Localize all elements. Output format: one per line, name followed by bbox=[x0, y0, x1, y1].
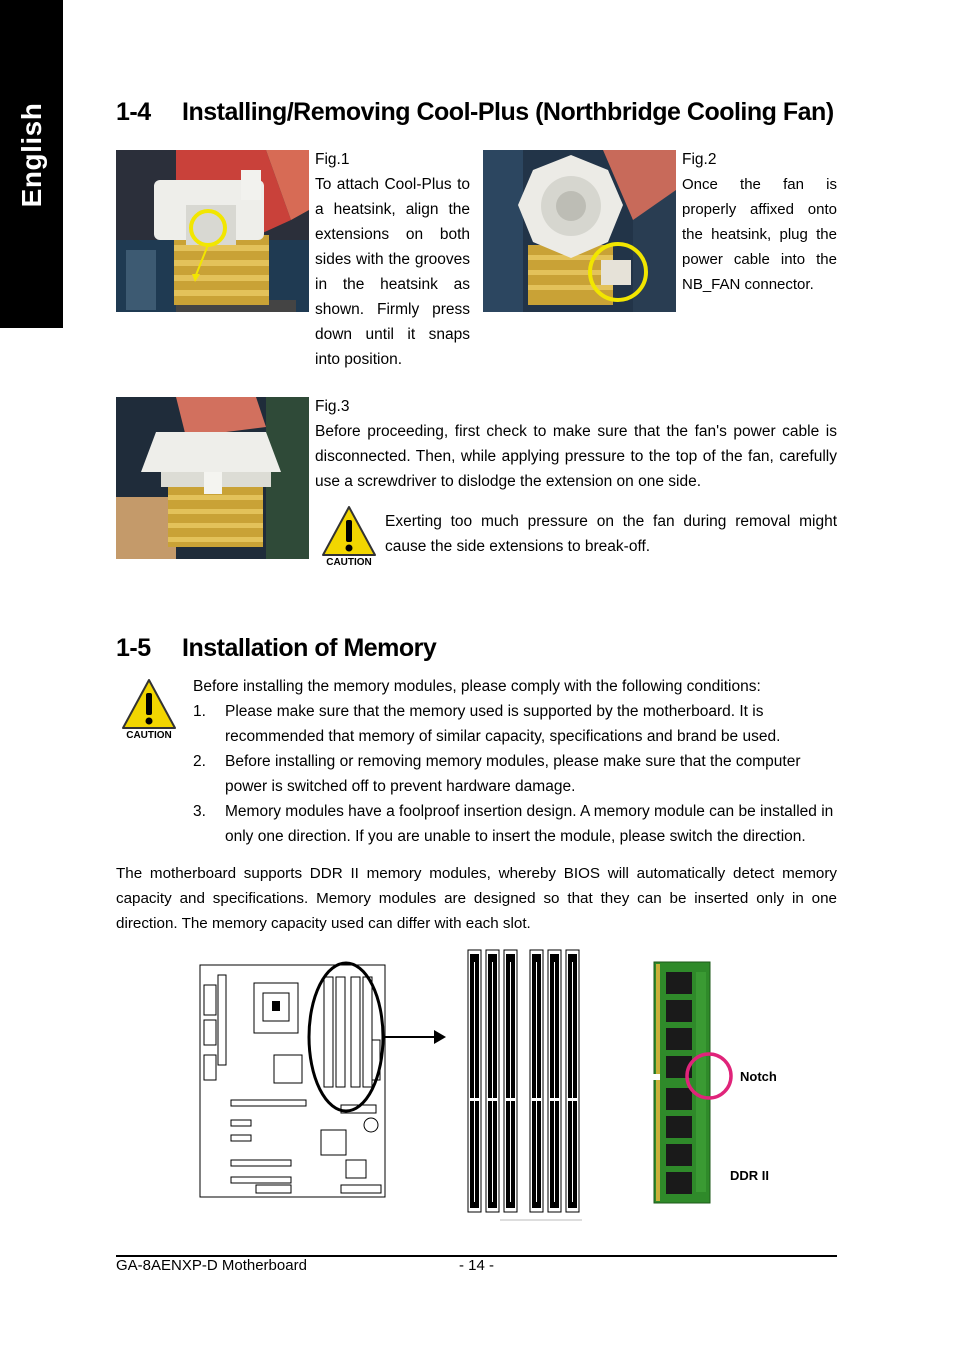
memory-paragraph: The motherboard supports DDR II memory modules, whereby BIOS will automatically detect memory capacity and specifications. Memory modules are designed so that they can be inserted only in one direction. The memory capacity used can differ with each slot. bbox=[116, 865, 837, 932]
fig3-photo bbox=[116, 397, 309, 559]
notch-label: Notch bbox=[740, 1069, 777, 1084]
caution-icon bbox=[321, 505, 377, 567]
conditions-intro: Before installing the memory modules, please comply with the following conditions: bbox=[193, 678, 761, 695]
section-number: 1-4 bbox=[116, 98, 151, 126]
footer-page-number: - 14 - bbox=[459, 1257, 495, 1274]
caution-icon bbox=[121, 678, 177, 740]
fig1-label: Fig.1 bbox=[315, 151, 350, 168]
fig3-label: Fig.3 bbox=[315, 398, 350, 415]
list-item: 3. Memory modules have a foolproof insertion design. A memory module can be installed in only one direction. If you are unable to insert the module, please switch the direction. bbox=[193, 803, 834, 845]
notch-highlight bbox=[685, 1051, 735, 1101]
fig2-photo bbox=[483, 150, 676, 312]
list-item: 2. Before installing or removing memory modules, please make sure that the computer power is switched off to prevent hardware damage. bbox=[193, 753, 801, 795]
section-heading-memory bbox=[116, 634, 436, 663]
footer-model: GA-8AENXP-D Motherboard bbox=[116, 1257, 307, 1274]
language-label: English bbox=[16, 102, 47, 208]
fig1-text: To attach Cool-Plus to a heatsink, align the extensions on both sides with the grooves in the heatsink as shown. Firmly press down until it snaps into position. bbox=[315, 176, 470, 368]
memory-conditions bbox=[193, 674, 837, 849]
caution-icon-label: CAUTION bbox=[126, 730, 172, 740]
section-title: Installation of Memory bbox=[182, 634, 437, 662]
fig1-photo bbox=[116, 150, 309, 312]
fig3-text: Before proceeding, first check to make sure that the fan's power cable is disconnected. Then, while applying pressure to the top of the fan, carefully use a screwdriver to dislodge the extension on one side. bbox=[315, 423, 837, 490]
caution-text: Exerting too much pressure on the fan during removal might cause the side extensions to break-off. bbox=[385, 513, 837, 555]
section-number: 1-5 bbox=[116, 634, 151, 662]
fig2-text: Once the fan is properly affixed onto the heatsink, plug the power cable into the NB_FAN connector. bbox=[682, 176, 837, 293]
dimm-slots-diagram bbox=[462, 948, 587, 1222]
motherboard-diagram bbox=[196, 955, 452, 1207]
ddr2-label: DDR II bbox=[730, 1168, 769, 1183]
section-title: Installing/Removing Cool-Plus (Northbridge Cooling Fan) bbox=[182, 98, 834, 126]
list-item: 1. Please make sure that the memory used is supported by the motherboard. It is recommended that memory of similar capacity, specifications and brand be used. bbox=[193, 703, 781, 745]
section-heading-cool-plus bbox=[116, 98, 834, 127]
conditions-list bbox=[193, 699, 837, 849]
caution-icon-label: CAUTION bbox=[326, 557, 372, 567]
language-tab bbox=[0, 0, 63, 328]
fig2-label: Fig.2 bbox=[682, 151, 717, 168]
